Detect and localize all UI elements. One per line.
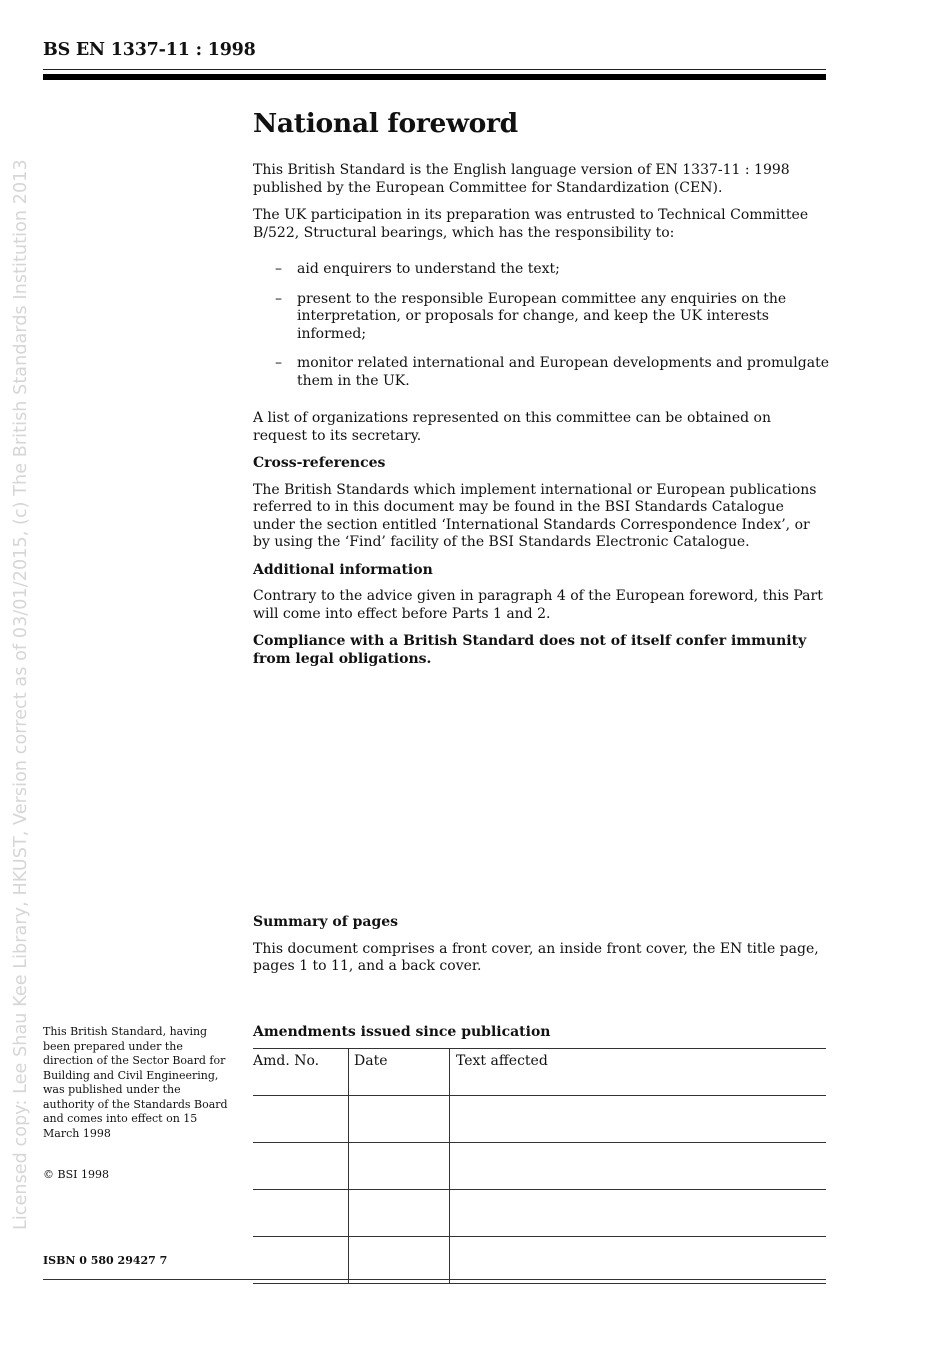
amendments-table — [253, 1048, 826, 1284]
cross-references-heading: Cross-references — [253, 455, 386, 471]
dash-bullet: – — [275, 261, 282, 277]
national-foreword-section — [253, 108, 829, 678]
isbn-number: ISBN 0 580 29427 7 — [43, 1254, 168, 1267]
column-header-amd-no: Amd. No. — [253, 1049, 349, 1096]
footer-rule — [43, 1279, 826, 1280]
table-cell — [349, 1096, 450, 1143]
table-row — [253, 1190, 826, 1237]
table-cell — [253, 1237, 349, 1284]
license-watermark: Licensed copy: Lee Shau Kee Library, HKUST, Version correct as of 03/01/2015, (c) The British Standards Institution 2013 — [11, 159, 31, 1230]
table-cell — [450, 1237, 827, 1284]
document-id: BS EN 1337-11 : 1998 — [43, 40, 256, 60]
foreword-paragraph-3: A list of organizations represented on this committee can be obtained on request to its secretary. — [253, 410, 771, 444]
cross-references-text: The British Standards which implement international or European publications referred to in this document may be found in the BSI Standards Catalogue under the section entitled ‘International Standards Correspondence Index’, or by using the ‘Find’ facility of the BSI Standards Electronic Catalogue. — [253, 481, 817, 550]
compliance-statement: Compliance with a British Standard does not of itself confer immunity from legal obligations. — [253, 633, 807, 667]
column-header-text-affected: Text affected — [450, 1049, 827, 1096]
summary-text: This document comprises a front cover, an inside front cover, the EN title page, pages 1 to 11, and a back cover. — [253, 940, 819, 974]
summary-heading: Summary of pages — [253, 914, 399, 930]
publication-note: This British Standard, having been prepared under the direction of the Sector Board for Building and Civil Engineering, was published under the authority of the Standards Board and comes into effect on 15 March 1998 — [43, 1025, 228, 1140]
list-item — [253, 291, 829, 344]
table-header-row — [253, 1049, 826, 1096]
additional-info-text: Contrary to the advice given in paragraph 4 of the European foreword, this Part will come into effect before Parts 1 and 2. — [253, 588, 823, 622]
table-cell — [253, 1190, 349, 1237]
list-item-text: aid enquirers to understand the text; — [297, 261, 560, 277]
list-item-text: present to the responsible European committee any enquiries on the interpretation, or proposals for change, and keep the UK interests informed; — [297, 290, 787, 342]
table-cell — [450, 1143, 827, 1190]
header-rule-thick — [43, 74, 826, 80]
additional-info-heading: Additional information — [253, 561, 433, 578]
table-cell — [349, 1190, 450, 1237]
responsibility-list — [253, 261, 829, 390]
list-item — [253, 355, 829, 390]
table-row — [253, 1143, 826, 1190]
copyright-notice: © BSI 1998 — [43, 1168, 109, 1181]
table-cell — [349, 1143, 450, 1190]
header-rule-thin — [43, 69, 826, 70]
table-cell — [349, 1237, 450, 1284]
column-header-date: Date — [349, 1049, 450, 1096]
table-cell — [450, 1190, 827, 1237]
dash-bullet: – — [275, 290, 282, 307]
foreword-paragraph-1: This British Standard is the English language version of EN 1337-11 : 1998 published by the European Committee for Standardization (CEN). — [253, 162, 790, 196]
foreword-paragraph-2: The UK participation in its preparation was entrusted to Technical Committee B/522, Structural bearings, which has the responsibility to: — [253, 207, 809, 241]
list-item — [253, 261, 829, 279]
amendments-title: Amendments issued since publication — [253, 1024, 551, 1040]
table-cell — [253, 1096, 349, 1143]
summary-section — [253, 914, 829, 986]
dash-bullet: – — [275, 355, 282, 371]
table-cell — [450, 1096, 827, 1143]
table-cell — [253, 1143, 349, 1190]
page-title: National foreword — [253, 108, 518, 139]
table-row — [253, 1096, 826, 1143]
table-row — [253, 1237, 826, 1284]
list-item-text: monitor related international and European developments and promulgate them in the UK. — [297, 355, 829, 389]
